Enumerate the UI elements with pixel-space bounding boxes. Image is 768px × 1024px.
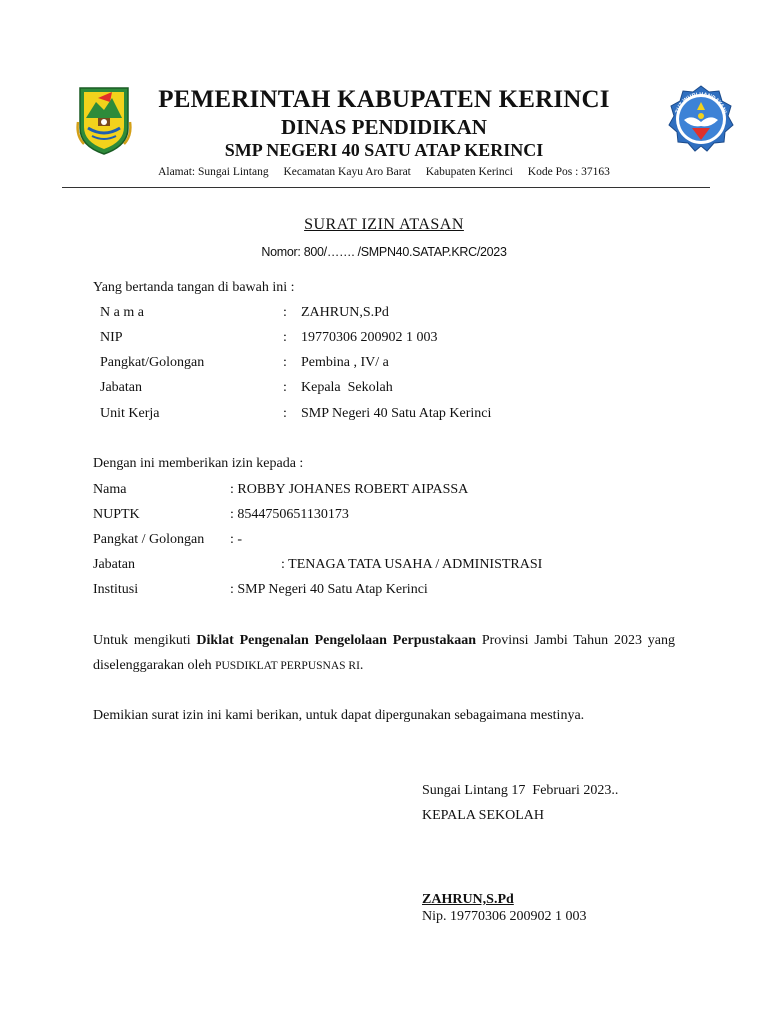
purpose-end: . xyxy=(359,658,364,673)
field-label: Pangkat/Golongan xyxy=(100,355,205,370)
address-street: Alamat: Sungai Lintang xyxy=(158,166,269,178)
field-label: Jabatan xyxy=(100,380,142,395)
letterhead-government: PEMERINTAH KABUPATEN KERINCI xyxy=(158,86,610,113)
signer-position: KEPALA SEKOLAH xyxy=(422,808,544,823)
purpose-text-2: Provinsi Jambi Tahun 2023 yang diselenggarakan oleh xyxy=(93,633,675,673)
field-value: SMP Negeri 40 Satu Atap Kerinci xyxy=(301,406,492,421)
field-label: N a m a xyxy=(100,305,144,320)
field-separator: : xyxy=(283,355,287,370)
place-date: Sungai Lintang 17 Februari 2023.. xyxy=(422,783,619,798)
logo-motto-text: TUT WURI HANDAYANI xyxy=(674,91,728,115)
training-name: Diklat Pengenalan Pengelolaan Perpustakaan xyxy=(196,633,477,648)
signer-name: ZAHRUN,S.Pd xyxy=(422,892,514,907)
field-label: Pangkat / Golongan xyxy=(93,532,205,547)
field-label: NIP xyxy=(100,330,123,345)
organizer-name: PUSDIKLAT PERPUSNAS RI xyxy=(215,660,360,672)
address-district: Kecamatan Kayu Aro Barat xyxy=(283,166,411,178)
purpose-paragraph xyxy=(93,628,675,679)
letter-number: Nomor: 800/……. /SMPN40.SATAP.KRC/2023 xyxy=(261,245,507,259)
field-label: Unit Kerja xyxy=(100,406,160,421)
field-value: : 8544750651130173 xyxy=(230,507,349,522)
kerinci-regency-emblem-icon xyxy=(74,84,134,156)
signer-intro: Yang bertanda tangan di bawah ini : xyxy=(93,280,295,295)
field-value: : SMP Negeri 40 Satu Atap Kerinci xyxy=(230,582,428,597)
field-value: : - xyxy=(230,532,243,547)
closing-statement: Demikian surat izin ini kami berikan, untuk dapat dipergunakan sebagaimana mestinya. xyxy=(93,708,585,723)
letterhead-school: SMP NEGERI 40 SATU ATAP KERINCI xyxy=(224,140,544,160)
field-separator: : xyxy=(283,305,287,320)
field-value: 19770306 200902 1 003 xyxy=(301,330,438,345)
field-value: : ROBBY JOHANES ROBERT AIPASSA xyxy=(230,482,469,497)
field-value: : TENAGA TATA USAHA / ADMINISTRASI xyxy=(281,557,543,572)
field-label: Nama xyxy=(93,482,127,497)
field-value: ZAHRUN,S.Pd xyxy=(301,305,389,320)
field-label: NUPTK xyxy=(93,507,140,522)
purpose-text-1: Untuk mengikuti xyxy=(93,633,197,648)
field-separator: : xyxy=(283,380,287,395)
field-label: Institusi xyxy=(93,582,139,597)
grant-intro: Dengan ini memberikan izin kepada : xyxy=(93,456,304,471)
letterhead-divider xyxy=(62,187,710,188)
tut-wuri-handayani-logo-icon xyxy=(666,84,736,154)
signer-nip: Nip. 19770306 200902 1 003 xyxy=(422,909,587,924)
letterhead-address xyxy=(100,166,668,178)
letterhead-department: DINAS PENDIDIKAN xyxy=(281,115,487,139)
field-value: Pembina , IV/ a xyxy=(301,355,389,370)
address-regency: Kabupaten Kerinci xyxy=(425,166,513,178)
field-separator: : xyxy=(283,330,287,345)
field-separator: : xyxy=(283,406,287,421)
field-value: Kepala Sekolah xyxy=(301,380,393,395)
address-postal-code: Kode Pos : 37163 xyxy=(527,166,610,178)
field-label: Jabatan xyxy=(93,557,135,572)
letter-title: SURAT IZIN ATASAN xyxy=(304,216,464,233)
